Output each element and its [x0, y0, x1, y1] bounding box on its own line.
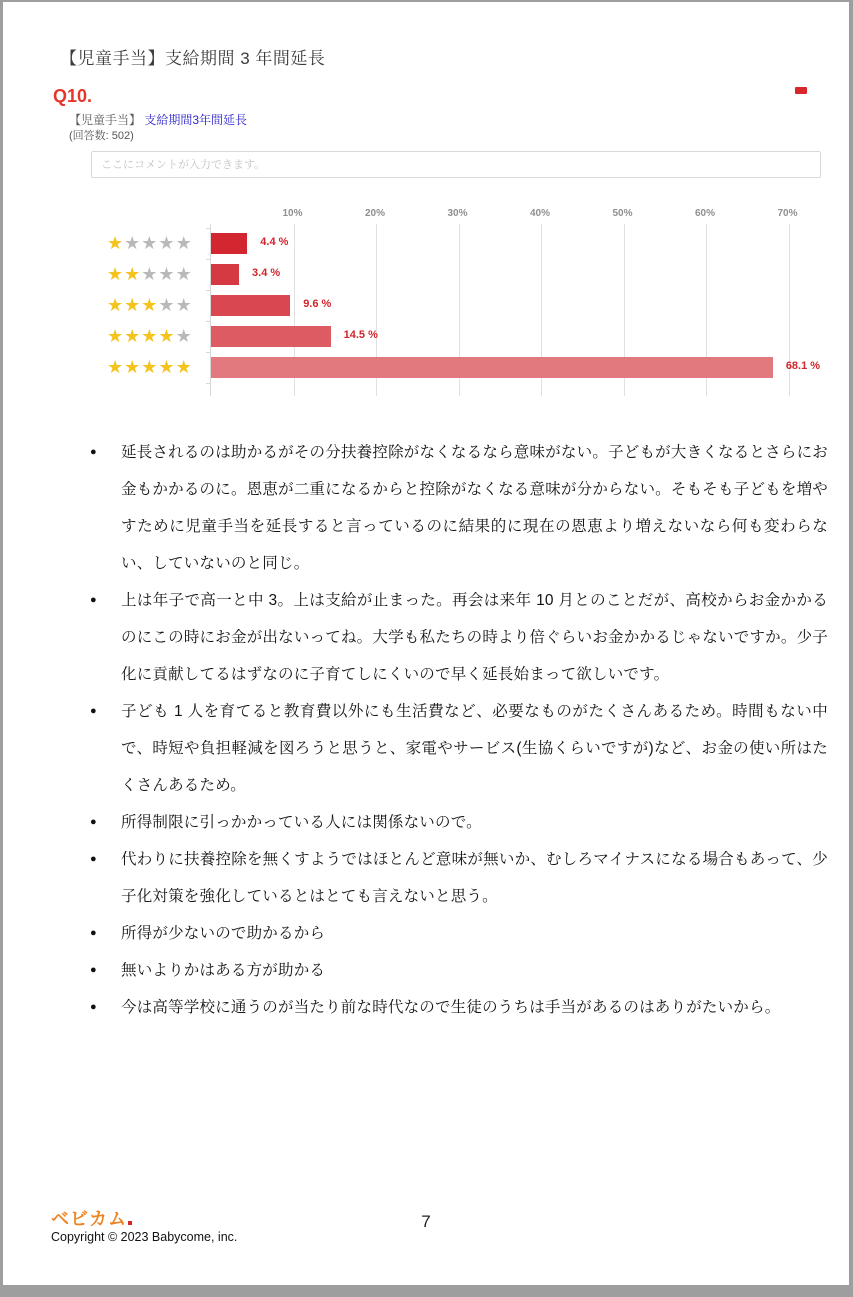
star-icon: ★ — [107, 295, 125, 315]
bar-value-label: 4.4 % — [260, 236, 289, 248]
question-number: Q10. — [53, 86, 93, 106]
answer-count: (回答数: 502) — [69, 130, 134, 142]
star-icon: ★ — [124, 264, 142, 284]
star-icon: ★ — [141, 233, 159, 253]
star-icon: ★ — [124, 357, 142, 377]
chart-row — [107, 326, 847, 347]
axis-tick-mark — [206, 290, 210, 291]
comment-item: ● 今は高等学校に通うのが当たり前な時代なので生徒のうちは手当があるのはありがたいから。 — [88, 989, 828, 1026]
comment-item: ● 上は年子で高一と中 3。上は支給が止まった。再会は来年 10 月とのことだが、高校からお金かかるのにこの時にお金が出ないってね。大学も私たちの時より倍ぐらいお金かかるじゃないですか。少子化に貢献してるはずなのに子育てしにくいので早く延長始まって欲しいです。 — [88, 582, 828, 693]
star-icon: ★ — [107, 357, 125, 377]
bar — [211, 233, 247, 254]
bar-value-label: 3.4 % — [252, 267, 281, 279]
bar — [211, 326, 331, 347]
star-rating — [107, 295, 206, 316]
star-rating — [107, 357, 206, 378]
comment-item: ● 所得制限に引っかかっている人には関係ないので。 — [88, 804, 828, 841]
comment-item: ● 無いよりかはある方が助かる — [88, 952, 828, 989]
star-icon: ★ — [158, 295, 176, 315]
question-link[interactable]: 支給期間3年間延長 — [144, 113, 248, 127]
question-category-label: 【児童手当】 — [69, 113, 142, 127]
axis-tick-label: 40% — [529, 208, 550, 219]
star-icon: ★ — [107, 233, 125, 253]
star-icon: ★ — [124, 233, 142, 253]
copyright-text: Copyright © 2023 Babycome, inc. — [51, 1230, 238, 1244]
page-number: 7 — [421, 1212, 431, 1231]
star-icon: ★ — [141, 295, 159, 315]
rating-bar-chart — [107, 208, 847, 398]
axis-tick-label: 70% — [777, 208, 798, 219]
star-icon: ★ — [158, 357, 176, 377]
star-icon: ★ — [141, 326, 159, 346]
question-subtitle — [69, 111, 247, 128]
comment-input[interactable] — [91, 151, 821, 178]
bar — [211, 295, 290, 316]
star-icon: ★ — [141, 264, 159, 284]
star-icon: ★ — [158, 233, 176, 253]
star-rating — [107, 264, 206, 285]
bar-value-label: 14.5 % — [343, 329, 378, 341]
bar-value-label: 9.6 % — [303, 298, 332, 310]
chart-row — [107, 357, 847, 378]
logo-text: ベビカム — [51, 1209, 127, 1229]
star-icon: ★ — [175, 233, 193, 253]
star-icon: ★ — [175, 357, 193, 377]
star-icon: ★ — [141, 357, 159, 377]
comment-list — [88, 434, 828, 1026]
star-rating — [107, 326, 206, 347]
axis-tick-mark — [206, 383, 210, 384]
chart-row — [107, 264, 847, 285]
axis-tick-mark — [206, 352, 210, 353]
star-icon: ★ — [107, 264, 125, 284]
star-icon: ★ — [124, 326, 142, 346]
chart-row — [107, 295, 847, 316]
page-title: 【児童手当】支給期間 3 年間延長 — [60, 49, 326, 68]
axis-tick-label: 10% — [282, 208, 303, 219]
comment-marker-icon[interactable] — [795, 87, 807, 94]
star-icon: ★ — [158, 264, 176, 284]
axis-tick-mark — [206, 228, 210, 229]
star-icon: ★ — [175, 326, 193, 346]
bar — [211, 264, 239, 285]
bar-value-label: 68.1 % — [785, 360, 821, 372]
axis-tick-label: 60% — [694, 208, 715, 219]
comment-item: ● 子ども 1 人を育てると教育費以外にも生活費など、必要なものがたくさんあるため。時間もない中で、時短や負担軽減を図ろうと思うと、家電やサービス(生協くらいですが)など、お金の使い所はたくさんあるため。 — [88, 693, 828, 804]
star-icon: ★ — [158, 326, 176, 346]
star-icon: ★ — [124, 295, 142, 315]
star-icon: ★ — [107, 326, 125, 346]
star-icon: ★ — [175, 295, 193, 315]
comment-item: ● 所得が少ないので助かるから — [88, 915, 828, 952]
axis-tick-mark — [206, 321, 210, 322]
star-rating — [107, 233, 206, 254]
comment-item: ● 延長されるのは助かるがその分扶養控除がなくなるなら意味がない。子どもが大きくなるとさらにお金もかかるのに。恩恵が二重になるからと控除がなくなる意味が分からない。そもそも子どもを増やすために児童手当を延長すると言っているのに結果的に現在の恩恵より増えないなら何も変わらない、していないのと同じ。 — [88, 434, 828, 582]
comment-item: ● 代わりに扶養控除を無くすようではほとんど意味が無いか、むしろマイナスになる場合もあって、少子化対策を強化しているとはとても言えないと思う。 — [88, 841, 828, 915]
document-page — [3, 2, 849, 1285]
axis-tick-mark — [206, 259, 210, 260]
bar — [211, 357, 773, 378]
chart-row — [107, 233, 847, 254]
axis-tick-label: 30% — [447, 208, 468, 219]
star-icon: ★ — [175, 264, 193, 284]
axis-tick-label: 50% — [612, 208, 633, 219]
axis-tick-label: 20% — [364, 208, 385, 219]
